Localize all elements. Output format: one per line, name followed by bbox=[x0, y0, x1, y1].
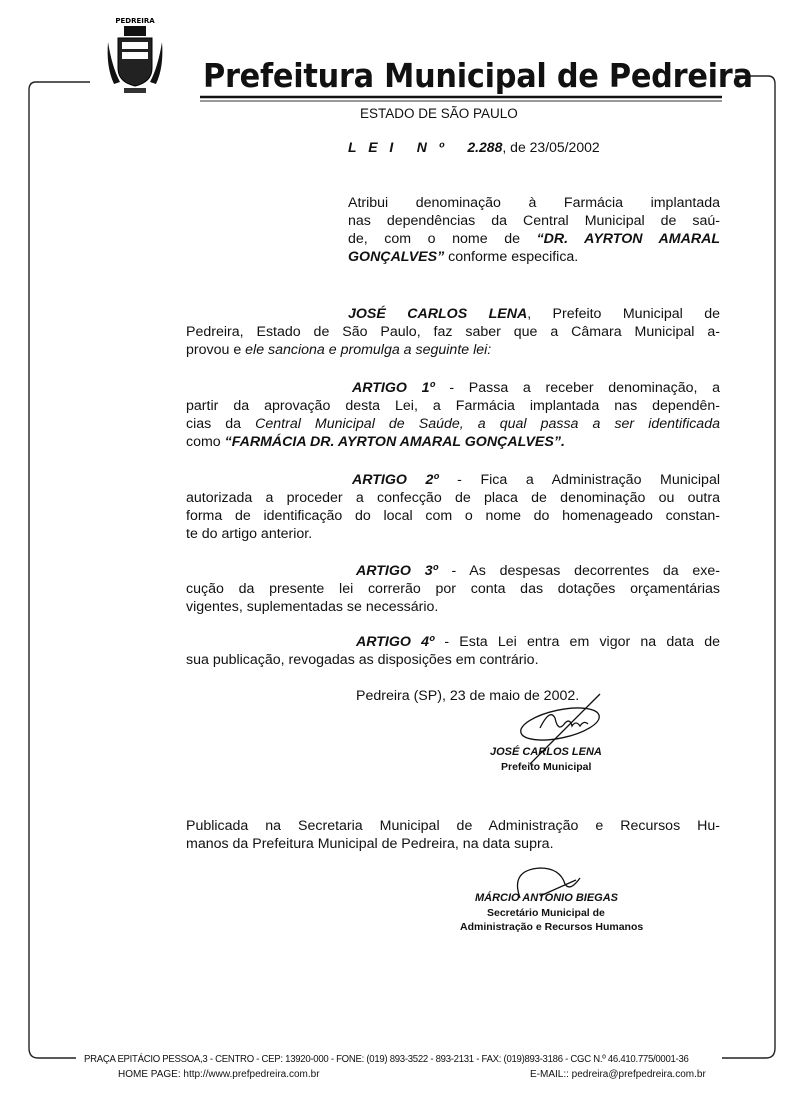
text-segment: Publicada na Secretaria Municipal de Administração e Recursos Hu- bbox=[186, 818, 720, 834]
article-3-line bbox=[186, 599, 720, 616]
text-segment: vigentes, suplementadas se necessário. bbox=[186, 599, 439, 615]
footer-address: PRAÇA EPITÁCIO PESSOA,3 - CENTRO - CEP: 13920-000 - FONE: (019) 893-3522 - 893-2131 - FAX: (019)893-3186 - CGC N.º 46.410.775/0001-36 bbox=[84, 1054, 689, 1065]
text-segment: Pedreira, Estado de São Paulo, faz saber que a Câmara Municipal a- bbox=[186, 324, 720, 340]
text-segment: - Passa a receber denominação, a bbox=[434, 380, 720, 396]
law-date: , de 23/05/2002 bbox=[502, 139, 600, 155]
text-segment: provou e bbox=[186, 342, 246, 358]
letterhead-state: ESTADO DE SÃO PAULO bbox=[360, 106, 518, 121]
article-2-line bbox=[352, 472, 720, 489]
municipal-crest-logo bbox=[104, 12, 166, 102]
text-segment: ARTIGO 1º bbox=[352, 380, 435, 396]
text-segment: conforme especifica. bbox=[444, 249, 579, 265]
secretary-role-line1: Secretário Municipal de bbox=[487, 907, 605, 919]
mayor-role: Prefeito Municipal bbox=[501, 761, 592, 773]
place-date: Pedreira (SP), 23 de maio de 2002. bbox=[356, 688, 580, 704]
publication-line bbox=[186, 818, 720, 835]
law-label: L E I bbox=[348, 139, 398, 155]
text-segment: como bbox=[186, 434, 225, 450]
text-segment: - Esta Lei entra em vigor na data de bbox=[434, 634, 720, 650]
law-number-label: N º bbox=[416, 139, 448, 155]
law-number: 2.288 bbox=[467, 139, 503, 155]
publication-line bbox=[186, 836, 720, 853]
text-segment: , Prefeito Municipal de bbox=[527, 306, 720, 322]
secretary-name: MÁRCIO ANTONIO BIEGAS bbox=[475, 892, 619, 904]
text-segment: “FARMÁCIA DR. AYRTON AMARAL GONÇALVES”. bbox=[224, 434, 565, 450]
article-2-line bbox=[186, 526, 720, 543]
ementa-line bbox=[348, 249, 720, 266]
text-segment: Atribui denominação à Farmácia implantada bbox=[348, 195, 720, 211]
crest-text: PEDREIRA bbox=[115, 17, 155, 25]
text-segment: de, com o nome de bbox=[348, 231, 537, 247]
text-segment: autorizada a proceder a confecção de placa de denominação ou outra bbox=[186, 490, 720, 506]
text-segment: cução da presente lei correrão por conta das dotações orçamentárias bbox=[186, 581, 720, 597]
article-4-line bbox=[356, 634, 720, 651]
secretary-role-line2: Administração e Recursos Humanos bbox=[460, 921, 644, 933]
text-segment: - As despesas decorrentes da exe- bbox=[437, 563, 720, 579]
text-segment: ARTIGO 4º bbox=[356, 634, 435, 650]
article-1-line bbox=[352, 380, 720, 397]
text-segment: te do artigo anterior. bbox=[186, 526, 313, 542]
ementa-line bbox=[348, 231, 720, 248]
text-segment: ele sanciona e promulga a seguinte lei: bbox=[245, 342, 492, 358]
article-1-line bbox=[186, 434, 720, 451]
text-segment: - Fica a Administração Municipal bbox=[438, 472, 720, 488]
article-4-line bbox=[186, 652, 720, 669]
text-segment: partir da aprovação desta Lei, a Farmácia implantada nas dependên- bbox=[186, 398, 720, 414]
text-segment: JOSÉ CARLOS LENA bbox=[348, 306, 528, 322]
text-segment: “DR. AYRTON AMARAL bbox=[536, 231, 720, 247]
intro-line bbox=[186, 342, 720, 359]
text-segment: GONÇALVES” bbox=[348, 249, 445, 265]
article-3-line bbox=[356, 563, 720, 580]
intro-line bbox=[186, 324, 720, 341]
text-segment: ARTIGO 2º bbox=[352, 472, 439, 488]
letterhead-title: Prefeitura Municipal de Pedreira bbox=[203, 56, 753, 95]
text-segment: nas dependências da Central Municipal de saú- bbox=[348, 213, 720, 229]
text-segment: sua publicação, revogadas as disposições em contrário. bbox=[186, 652, 539, 668]
mayor-name: JOSÉ CARLOS LENA bbox=[490, 746, 602, 758]
article-2-line bbox=[186, 508, 720, 525]
text-segment: ARTIGO 3º bbox=[356, 563, 438, 579]
article-1-line bbox=[186, 416, 720, 433]
article-2-line bbox=[186, 490, 720, 507]
text-segment: Central Municipal de Saúde, a qual passa a ser identificada bbox=[255, 416, 720, 432]
text-segment: manos da Prefeitura Municipal de Pedreira, na data supra. bbox=[186, 836, 554, 852]
text-segment: cias da bbox=[186, 416, 256, 432]
ementa-line bbox=[348, 213, 720, 230]
text-segment: forma de identificação do local com o nome do homenageado constan- bbox=[186, 508, 720, 524]
article-3-line bbox=[186, 581, 720, 598]
ementa-line bbox=[348, 195, 720, 212]
article-1-line bbox=[186, 398, 720, 415]
footer-homepage: HOME PAGE: http://www.prefpedreira.com.br bbox=[118, 1069, 320, 1080]
footer-email: E-MAIL:: pedreira@prefpedreira.com.br bbox=[530, 1069, 706, 1080]
intro-line bbox=[348, 306, 720, 323]
law-heading bbox=[348, 139, 600, 155]
